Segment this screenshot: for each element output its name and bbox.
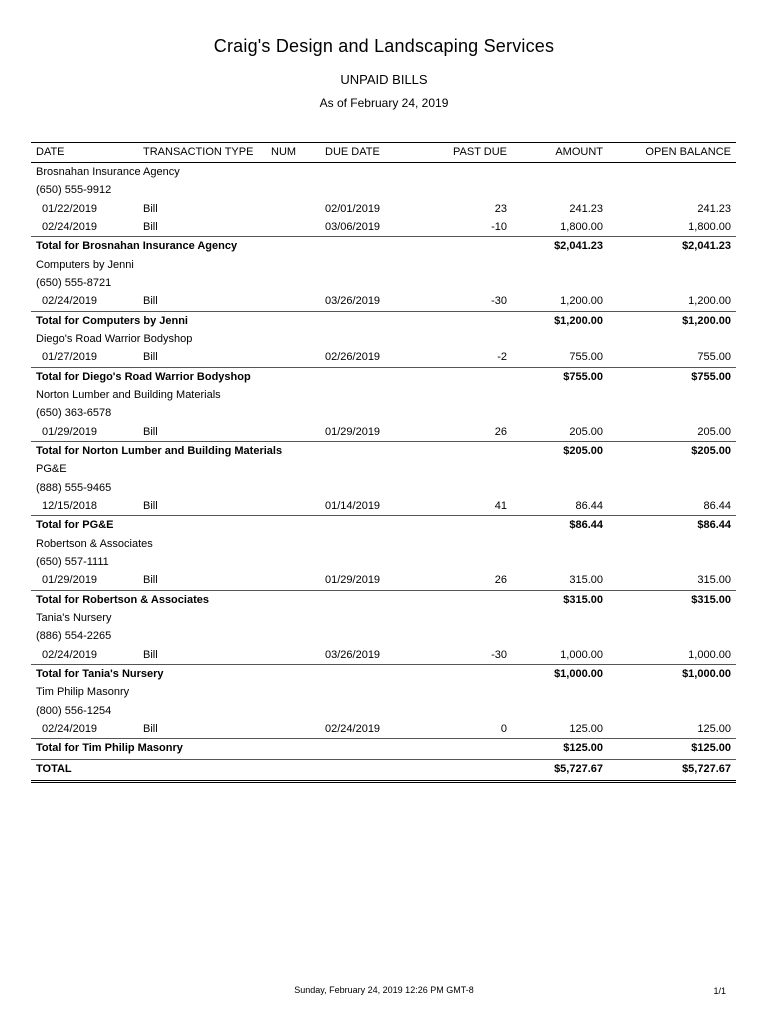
vendor-total-row [31, 590, 736, 609]
col-open-balance-header: OPEN BALANCE [645, 146, 731, 158]
footer-timestamp: Sunday, February 24, 2019 12:26 PM GMT-8 [294, 985, 474, 995]
bill-past-due: -30 [491, 295, 507, 308]
grand-total-label: TOTAL [36, 762, 72, 775]
vendor-total-label: Total for Brosnahan Insurance Agency [36, 240, 238, 253]
bill-type: Bill [143, 648, 158, 661]
bill-row [31, 720, 736, 738]
bill-type: Bill [143, 351, 158, 364]
vendor-name-row [31, 460, 736, 478]
vendor-total-row [31, 311, 736, 330]
bill-type: Bill [143, 499, 158, 512]
bill-date: 01/29/2019 [42, 574, 98, 587]
bill-amount: 125.00 [569, 722, 603, 735]
vendor-total-open-balance: $755.00 [691, 370, 731, 383]
bill-type: Bill [143, 220, 158, 233]
bill-type: Bill [143, 574, 158, 587]
bill-amount: 1,800.00 [560, 220, 603, 233]
vendor-name: Norton Lumber and Building Materials [36, 388, 221, 401]
bill-past-due: -10 [491, 220, 507, 233]
vendor-name: Robertson & Associates [36, 537, 153, 550]
bill-type: Bill [143, 202, 158, 215]
bill-row [31, 348, 736, 366]
grand-total-row [31, 759, 736, 783]
vendor-name-row [31, 256, 736, 274]
bill-amount: 1,200.00 [560, 295, 603, 308]
vendor-phone: (800) 556-1254 [36, 704, 112, 717]
grand-total-amount: $5,727.67 [554, 762, 603, 775]
col-type-header: TRANSACTION TYPE [143, 146, 254, 158]
vendor-name: Brosnahan Insurance Agency [36, 166, 180, 178]
bill-date: 02/24/2019 [42, 220, 98, 233]
bill-open-balance: 755.00 [697, 351, 731, 364]
vendor-total-open-balance: $1,000.00 [682, 667, 731, 680]
bill-open-balance: 86.44 [703, 499, 731, 512]
bill-type: Bill [143, 722, 158, 735]
report-body [31, 163, 736, 758]
vendor-phone: (886) 554-2265 [36, 630, 112, 643]
vendor-total-amount: $86.44 [569, 519, 603, 532]
bill-date: 12/15/2018 [42, 499, 98, 512]
bill-date: 02/24/2019 [42, 295, 98, 308]
vendor-total-open-balance: $205.00 [691, 444, 731, 457]
vendor-total-open-balance: $125.00 [691, 742, 731, 755]
report-title: UNPAID BILLS [340, 72, 428, 87]
bill-type: Bill [143, 295, 158, 308]
vendor-name-row [31, 386, 736, 404]
grand-total-open-balance: $5,727.67 [682, 762, 731, 775]
vendor-name-row [31, 535, 736, 553]
vendor-total-amount: $205.00 [563, 444, 603, 457]
bill-due-date: 01/29/2019 [325, 574, 381, 587]
bill-open-balance: 241.23 [697, 202, 731, 215]
report-date: As of February 24, 2019 [319, 96, 449, 110]
bill-past-due: 23 [494, 202, 507, 215]
vendor-phone-row [31, 553, 736, 571]
col-due-header: DUE DATE [325, 146, 380, 158]
vendor-name: Tania's Nursery [36, 611, 112, 624]
bill-amount: 241.23 [569, 202, 603, 215]
vendor-name-row [31, 609, 736, 627]
vendor-total-amount: $315.00 [563, 593, 603, 606]
vendor-name: Diego's Road Warrior Bodyshop [36, 332, 193, 345]
vendor-name: Tim Philip Masonry [36, 686, 130, 699]
vendor-phone: (650) 555-9912 [36, 184, 112, 197]
vendor-total-row [31, 664, 736, 683]
vendor-name: Computers by Jenni [36, 258, 134, 271]
bill-row [31, 218, 736, 236]
bill-row [31, 497, 736, 515]
bill-due-date: 01/14/2019 [325, 499, 381, 512]
vendor-phone-row [31, 702, 736, 720]
vendor-total-row [31, 515, 736, 534]
bill-open-balance: 205.00 [697, 425, 731, 438]
bill-open-balance: 1,000.00 [688, 648, 731, 661]
bill-due-date: 03/26/2019 [325, 295, 381, 308]
bill-past-due: 26 [494, 574, 507, 587]
vendor-name: PG&E [36, 463, 67, 476]
vendor-phone: (650) 557-1111 [36, 555, 109, 568]
vendor-phone-row [31, 627, 736, 645]
bill-due-date: 03/06/2019 [325, 220, 381, 233]
vendor-total-amount: $125.00 [563, 742, 603, 755]
bill-past-due: 0 [500, 722, 507, 735]
vendor-total-amount: $755.00 [563, 370, 603, 383]
report-table [31, 142, 736, 783]
bill-amount: 315.00 [569, 574, 603, 587]
vendor-phone-row [31, 274, 736, 292]
vendor-total-row [31, 738, 736, 757]
company-name: Craig's Design and Landscaping Services [213, 36, 555, 56]
vendor-phone: (888) 555-9465 [36, 481, 112, 494]
vendor-phone: (650) 363-6578 [36, 407, 112, 420]
bill-open-balance: 125.00 [697, 722, 731, 735]
bill-due-date: 02/01/2019 [325, 202, 381, 215]
column-header-row [31, 142, 736, 163]
bill-date: 01/27/2019 [42, 351, 98, 364]
bill-due-date: 01/29/2019 [325, 425, 381, 438]
vendor-total-label: Total for Diego's Road Warrior Bodyshop [36, 370, 251, 383]
vendor-total-label: Total for Computers by Jenni [36, 314, 188, 327]
vendor-total-row [31, 441, 736, 460]
bill-row [31, 646, 736, 664]
vendor-name-row [31, 683, 736, 701]
vendor-total-row [31, 236, 736, 255]
vendor-phone-row [31, 479, 736, 497]
bill-past-due: 41 [494, 499, 507, 512]
vendor-total-amount: $1,200.00 [554, 314, 603, 327]
bill-due-date: 02/26/2019 [325, 351, 381, 364]
bill-due-date: 03/26/2019 [325, 648, 381, 661]
vendor-total-open-balance: $1,200.00 [682, 314, 731, 327]
vendor-total-amount: $1,000.00 [554, 667, 603, 680]
vendor-total-label: Total for Robertson & Associates [36, 593, 209, 606]
bill-amount: 755.00 [569, 351, 603, 364]
vendor-phone-row [31, 404, 736, 422]
col-num-header: NUM [271, 146, 297, 158]
vendor-phone-row [31, 181, 736, 199]
col-date-header: DATE [36, 146, 65, 158]
vendor-name-row [31, 163, 736, 181]
bill-due-date: 02/24/2019 [325, 722, 381, 735]
bill-past-due: -30 [491, 648, 507, 661]
vendor-total-open-balance: $315.00 [691, 593, 731, 606]
bill-amount: 86.44 [575, 499, 603, 512]
bill-date: 01/22/2019 [42, 202, 98, 215]
vendor-total-label: Total for Norton Lumber and Building Materials [36, 444, 283, 457]
vendor-total-open-balance: $2,041.23 [682, 240, 731, 253]
bill-amount: 1,000.00 [560, 648, 603, 661]
vendor-total-open-balance: $86.44 [697, 519, 731, 532]
bill-past-due: 26 [494, 425, 507, 438]
vendor-total-label: Total for Tim Philip Masonry [36, 742, 183, 755]
bill-row [31, 292, 736, 310]
footer-page-number: 1/1 [713, 986, 726, 996]
bill-open-balance: 315.00 [697, 574, 731, 587]
vendor-total-label: Total for Tania's Nursery [36, 667, 164, 680]
bill-row [31, 200, 736, 218]
bill-open-balance: 1,200.00 [688, 295, 731, 308]
bill-row [31, 423, 736, 441]
vendor-phone: (650) 555-8721 [36, 276, 112, 289]
bill-date: 02/24/2019 [42, 648, 98, 661]
col-past-due-header: PAST DUE [453, 146, 507, 158]
vendor-total-label: Total for PG&E [36, 519, 114, 532]
bill-date: 02/24/2019 [42, 722, 98, 735]
col-amount-header: AMOUNT [555, 146, 603, 158]
vendor-total-row [31, 367, 736, 386]
bill-row [31, 571, 736, 589]
bill-date: 01/29/2019 [42, 425, 98, 438]
bill-past-due: -2 [497, 351, 507, 364]
bill-amount: 205.00 [569, 425, 603, 438]
vendor-total-amount: $2,041.23 [554, 240, 603, 253]
vendor-name-row [31, 330, 736, 348]
bill-type: Bill [143, 425, 158, 438]
bill-open-balance: 1,800.00 [688, 220, 731, 233]
